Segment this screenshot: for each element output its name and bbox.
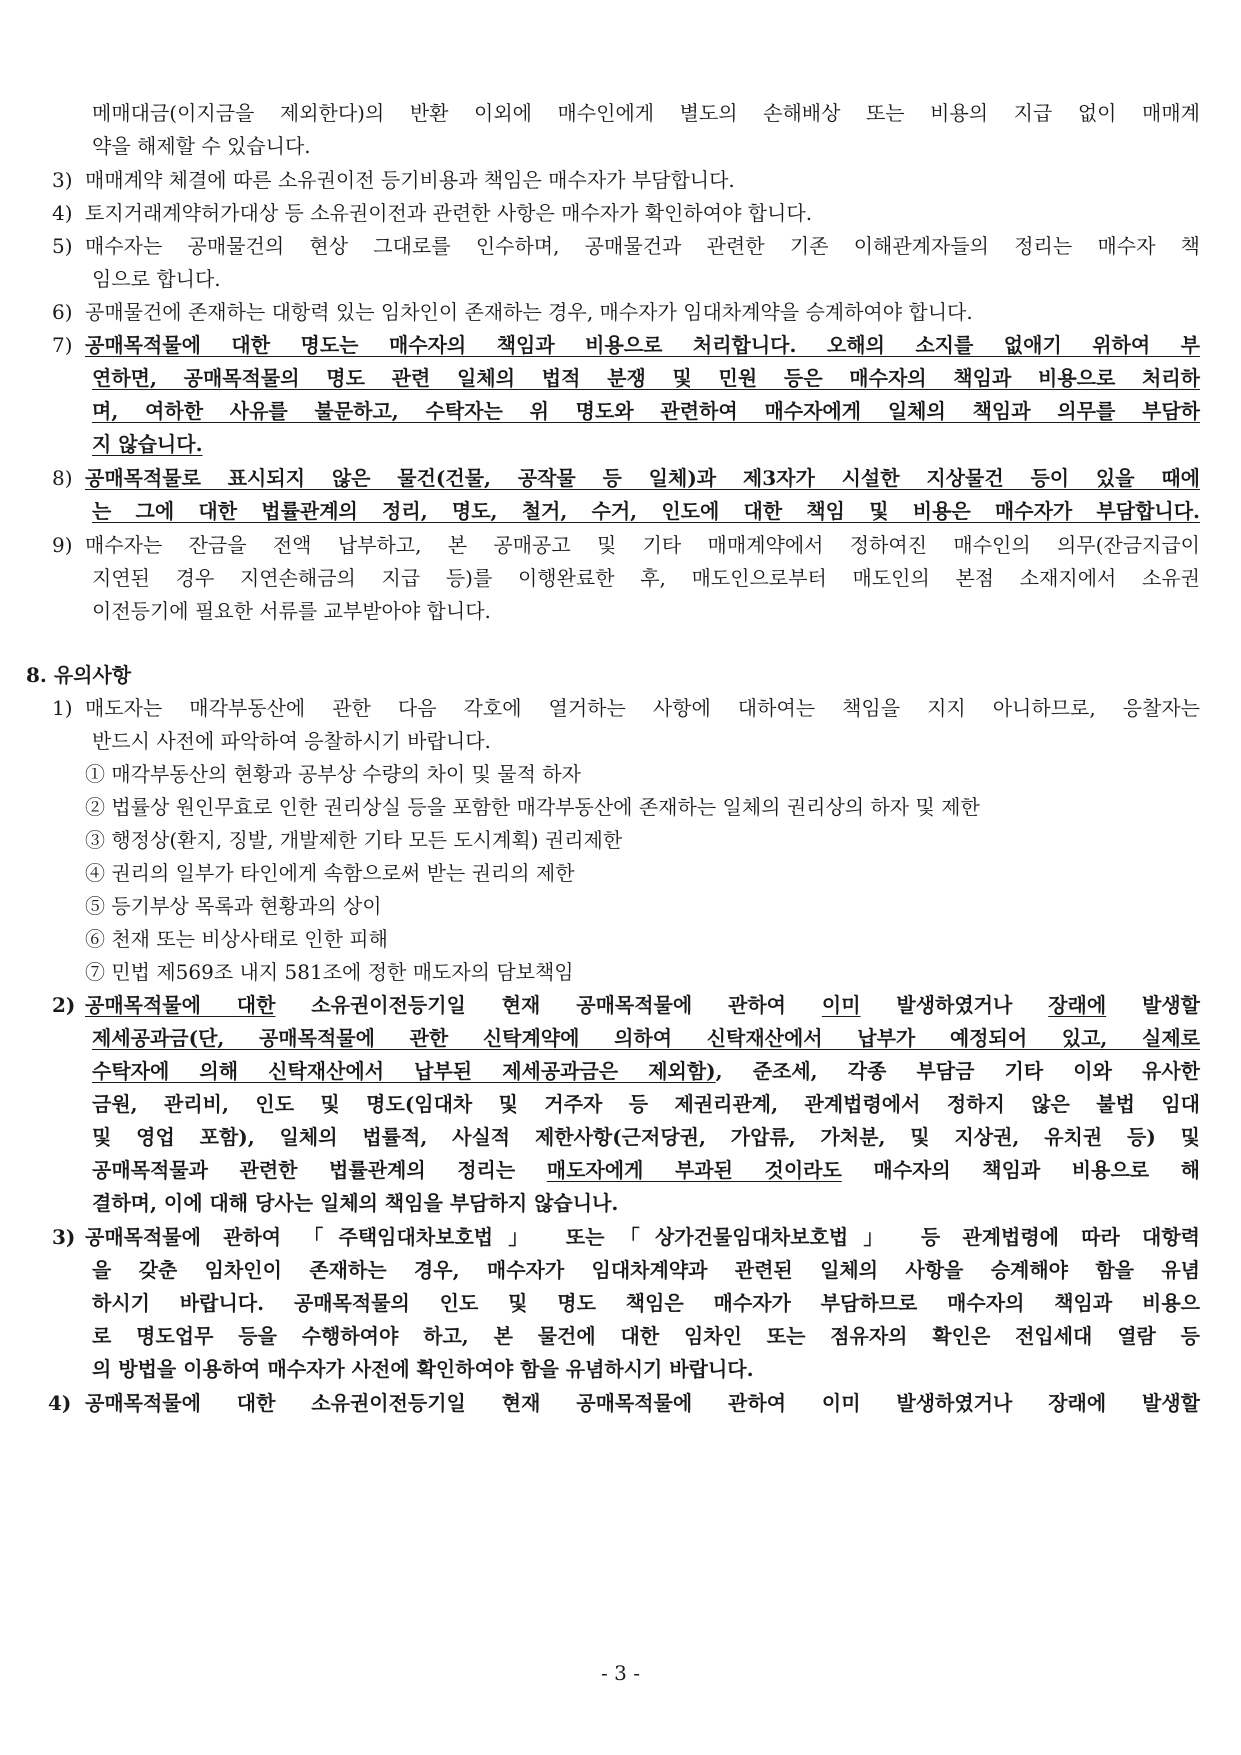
paragraph-line: 지 않습니다. (92, 432, 203, 456)
item-number: 6) (52, 300, 73, 324)
page-number: - 3 - (601, 1661, 640, 1685)
paragraph-line: 매매계약 체결에 따른 소유권이전 등기비용과 책임은 매수자가 부담합니다. (85, 168, 735, 192)
underlined-text: 장래에 (1048, 993, 1107, 1017)
underlined-text: 수탁자에 의해 신탁재산에서 납부된 제세공과금은 제외함) (92, 1059, 716, 1083)
list-item: ① 매각부동산의 현황과 공부상 수량의 차이 및 물적 하자 (85, 762, 581, 786)
paragraph-line: 공매물건에 존재하는 대항력 있는 임차인이 존재하는 경우, 매수자가 임대차계약을 승계하여야 합니다. (85, 300, 973, 324)
paragraph-line: 로 명도업무 등을 수행하여야 하고, 본 물건에 대한 임차인 또는 점유자의 확인은 전입세대 열람 등 (92, 1324, 1200, 1348)
list-item: ⑤ 등기부상 목록과 현황과의 상이 (85, 894, 382, 918)
paragraph-line: 공매목적물에 대한 소유권이전등기일 현재 공매목적물에 관하여 이미 발생하였거나 장래에 발생할 (85, 1391, 1200, 1415)
paragraph-line: 약을 해제할 수 있습니다. (92, 134, 311, 158)
item-number: 1) (52, 696, 73, 720)
paragraph-line: 지연된 경우 지연손해금의 지급 등)를 이행완료한 후, 매도인으로부터 매도인의 본점 소재지에서 소유권 (92, 566, 1200, 590)
item-number: 5) (52, 234, 73, 258)
paragraph-line: 반드시 사전에 파악하여 응찰하시기 바랍니다. (92, 729, 491, 753)
paragraph-line: 며, 여하한 사유를 불문하고, 수탁자는 위 명도와 관련하여 매수자에게 일체의 책임과 의무를 부담하 (92, 399, 1200, 423)
text-run: 소유권이전등기일 현재 공매목적물에 관하여 (275, 993, 822, 1017)
underlined-text: 매도자에게 부과된 것이라도 (546, 1158, 842, 1182)
text-run: 발생하였거나 (860, 993, 1049, 1017)
paragraph-line: 하시기 바랍니다. 공매목적물의 인도 및 명도 책임은 매수자가 부담하므로 매수자의 책임과 비용으 (92, 1291, 1200, 1315)
item-number: 4) (52, 201, 73, 225)
paragraph-line: 의 방법을 이용하여 매수자가 사전에 확인하여야 함을 유념하시기 바랍니다. (92, 1357, 754, 1381)
item-number: 3) (52, 1225, 76, 1249)
paragraph-line: 임으로 합니다. (92, 267, 221, 291)
text-run: , 준조세, 각종 부담금 기타 이와 유사한 (715, 1059, 1200, 1083)
underlined-text: 이미 (821, 993, 861, 1017)
list-item: ③ 행정상(환지, 징발, 개발제한 기타 모든 도시계획) 권리제한 (85, 828, 623, 852)
paragraph-line: 연하면, 공매목적물의 명도 관련 일체의 법적 분쟁 및 민원 등은 매수자의 책임과 비용으로 처리하 (92, 366, 1200, 390)
item-number: 2) (52, 993, 76, 1017)
item-number: 7) (52, 333, 73, 357)
paragraph-line: 을 갖춘 임차인이 존재하는 경우, 매수자가 임대차계약과 관련된 일체의 사항을 승계해야 함을 유념 (92, 1258, 1200, 1282)
paragraph-line (85, 990, 1200, 1020)
list-item: ④ 권리의 일부가 타인에게 속함으로써 받는 권리의 제한 (85, 861, 575, 885)
item-number: 4) (48, 1391, 72, 1415)
section-heading: 8. 유의사항 (26, 663, 132, 687)
paragraph-line: 매수자는 공매물건의 현상 그대로를 인수하며, 공매물건과 관련한 기존 이해관계자들의 정리는 매수자 책 (85, 234, 1200, 258)
paragraph-line: 공매목적물에 관하여 「주택임대차보호법」 또는「상가건물임대차보호법」 등 관계법령에 따라 대항력 (85, 1225, 1200, 1249)
paragraph-line: 공매목적물로 표시되지 않은 물건(건물, 공작물 등 일체)과 제3자가 시설한 지상물건 등이 있을 때에 (85, 466, 1200, 490)
paragraph-line (92, 1155, 1200, 1185)
paragraph-line: 메매대금(이지금을 제외한다)의 반환 이외에 매수인에게 별도의 손해배상 또는 비용의 지급 없이 매매계 (92, 101, 1200, 125)
item-number: 8) (52, 466, 73, 490)
paragraph-line: 공매목적물에 대한 명도는 매수자의 책임과 비용으로 처리합니다. 오해의 소지를 없애기 위하여 부 (85, 333, 1200, 357)
paragraph-line (92, 1056, 1200, 1086)
text-run: 발생할 (1106, 993, 1200, 1017)
paragraph-line: 이전등기에 필요한 서류를 교부받아야 합니다. (92, 599, 491, 623)
list-item: ⑥ 천재 또는 비상사태로 인한 피해 (85, 927, 388, 951)
paragraph-line: 결하며, 이에 대해 당사는 일체의 책임을 부담하지 않습니나. (92, 1191, 619, 1215)
item-number: 3) (52, 168, 73, 192)
underlined-text: 공매목적물에 대한 (85, 993, 276, 1017)
paragraph-line: 매도자는 매각부동산에 관한 다음 각호에 열거하는 사항에 대하여는 책임을 지지 아니하므로, 응찰자는 (85, 696, 1200, 720)
paragraph-line: 토지거래계약허가대상 등 소유권이전과 관련한 사항은 매수자가 확인하여야 합니다. (85, 201, 813, 225)
list-item: ⑦ 민법 제569조 내지 581조에 정한 매도자의 담보책임 (85, 960, 574, 984)
text-run: 매수자의 책임과 비용으로 해 (841, 1158, 1200, 1182)
paragraph-line: 제세공과금(단, 공매목적물에 관한 신탁계약에 의하여 신탁재산에서 납부가 예정되어 있고, 실제로 (92, 1026, 1200, 1050)
item-number: 9) (52, 533, 73, 557)
paragraph-line: 는 그에 대한 법률관계의 정리, 명도, 철거, 수거, 인도에 대한 책임 및 비용은 매수자가 부담합니다. (92, 499, 1200, 523)
text-run: 공매목적물과 관련한 법률관계의 정리는 (92, 1158, 547, 1182)
list-item: ② 법률상 원인무효로 인한 권리상실 등을 포함한 매각부동산에 존재하는 일체의 권리상의 하자 및 제한 (85, 795, 980, 819)
paragraph-line: 금원, 관리비, 인도 및 명도(임대차 및 거주자 등 제권리관계, 관계법령에서 정하지 않은 불법 임대 (92, 1092, 1200, 1116)
paragraph-line: 및 영업 포함), 일체의 법률적, 사실적 제한사항(근저당권, 가압류, 가처분, 및 지상권, 유치권 등) 및 (92, 1125, 1200, 1149)
paragraph-line: 매수자는 잔금을 전액 납부하고, 본 공매공고 및 기타 매매계약에서 정하여진 매수인의 의무(잔금지급이 (85, 533, 1200, 557)
